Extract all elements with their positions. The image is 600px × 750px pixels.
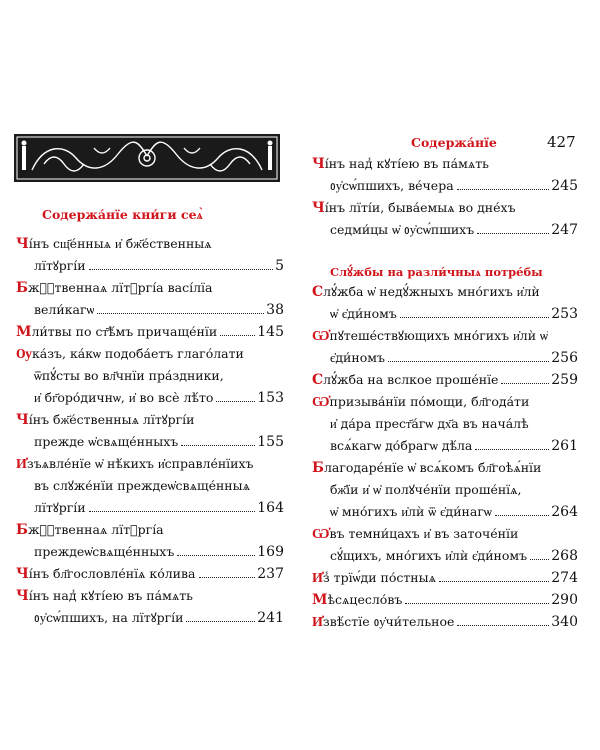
toc-entry bbox=[312, 611, 578, 633]
toc-page-number: 268 bbox=[551, 548, 578, 564]
toc-entry-text: і́нъ сщ҃е́нныѧ и҆ бж҃е́ственныѧ bbox=[28, 236, 212, 251]
toc-entry bbox=[312, 567, 578, 589]
toc-entry-text: ѡ҆ мно́гихъ и҆лѝ ѿ є҆ди́нагѡ bbox=[330, 504, 492, 519]
toc-entry-text: жⷭ҇твеннаѧ лїтꙋргі́а bbox=[27, 522, 164, 537]
rubric-initial: И҆ bbox=[312, 570, 323, 586]
toc-entry-text: въ слꙋже́нїи преждеѡ҆свѧще́нныѧ bbox=[34, 478, 250, 493]
toc-entry-text: призыва́нїи по́мощи, бл҃года́ти bbox=[329, 394, 530, 409]
toc-entry bbox=[16, 563, 284, 585]
rubric-initial: Б bbox=[16, 522, 28, 538]
dot-leader bbox=[477, 233, 549, 234]
toc-entry-text: з̾ трїѡ́ди по́стныѧ bbox=[322, 570, 436, 585]
dot-leader bbox=[177, 555, 255, 556]
dot-leader bbox=[495, 515, 549, 516]
toc-entry-text: лїтꙋргі́и bbox=[34, 500, 86, 515]
section-heading: Слꙋ́жбы на разли́чныѧ потре́бы bbox=[330, 265, 543, 279]
rubric-initial: Ѡ҆ bbox=[312, 328, 330, 344]
toc-entry-text: въ темни́цахъ и҆ въ заточе́нїи bbox=[329, 526, 519, 541]
toc-page-number: 164 bbox=[257, 500, 284, 516]
toc-entry-text: звѣ́стїе ᲂу҆чи́тельное bbox=[322, 614, 455, 629]
toc-entry-text: ѡ҆ є҆ди́номъ bbox=[330, 306, 397, 321]
dot-leader bbox=[186, 621, 255, 622]
toc-entry-text: вели́кагѡ bbox=[34, 302, 95, 317]
toc-entry-text: прежде ѡ҆свѧще́нныхъ bbox=[34, 434, 179, 449]
toc-entry-text: и҆ бг҃оро́дичнѡ, и҆ во всѐ лѣ́то bbox=[34, 390, 214, 405]
dot-leader bbox=[220, 335, 255, 336]
toc-entry-text: всѧ́кагѡ до́брагѡ дѣ́ла bbox=[330, 438, 473, 453]
toc-entry-text: і́нъ бж҃е́ственныѧ лїтꙋргі́и bbox=[28, 412, 195, 427]
toc-entry bbox=[312, 391, 578, 457]
toc-entry bbox=[312, 369, 578, 391]
toc-page-number: 340 bbox=[551, 614, 578, 630]
toc-entry bbox=[312, 457, 578, 523]
toc-entry bbox=[16, 409, 284, 453]
rubric-initial: И҆ bbox=[16, 456, 27, 472]
dot-leader bbox=[457, 625, 549, 626]
rubric-initial: Б bbox=[312, 460, 324, 476]
rubric-initial: Ч bbox=[16, 236, 29, 252]
toc-page-number: 245 bbox=[551, 178, 578, 194]
left-page bbox=[0, 0, 296, 750]
rubric-initial: С bbox=[312, 372, 324, 388]
rubric-initial: Ч bbox=[16, 588, 29, 604]
dot-leader bbox=[457, 189, 550, 190]
toc-entry-text: і́нъ бл҃гословле́нїѧ ко́лива bbox=[28, 566, 196, 581]
dot-leader bbox=[181, 445, 255, 446]
rubric-initial: С bbox=[312, 284, 324, 300]
dot-leader bbox=[405, 603, 549, 604]
dot-leader bbox=[501, 383, 549, 384]
toc-page-number: 247 bbox=[551, 222, 578, 238]
toc-page-number: 237 bbox=[257, 566, 284, 582]
table-of-contents-right-top bbox=[312, 153, 578, 241]
toc-entry bbox=[16, 277, 284, 321]
toc-entry bbox=[312, 589, 578, 611]
toc-page-number: 153 bbox=[257, 390, 284, 406]
dot-leader bbox=[216, 401, 255, 402]
toc-entry-text: ка́зъ, ка́кѡ подоба́етъ глаго́лати bbox=[31, 346, 244, 361]
toc-page-number: 253 bbox=[551, 306, 578, 322]
rubric-initial: Ч bbox=[312, 200, 325, 216]
toc-entry bbox=[312, 197, 578, 241]
toc-entry-text: пꙋтеше́ствꙋющихъ мно́гихъ и҆лѝ ѡ҆ bbox=[329, 328, 548, 343]
toc-entry bbox=[312, 523, 578, 567]
toc-entry-text: зъѧвле́нїе ѡ҆ нѣ́кихъ и҆справле́нїихъ bbox=[26, 456, 254, 471]
toc-entry bbox=[16, 453, 284, 519]
dot-leader bbox=[439, 581, 549, 582]
toc-entry-text: седми́цы ѡ҆ ᲂу҆сѡ́пшихъ bbox=[330, 222, 475, 237]
toc-page-number: 241 bbox=[257, 610, 284, 626]
toc-entry-text: ᲂу҆сѡ́пшихъ, на лїтꙋргі́и bbox=[34, 610, 184, 625]
running-title: Содержа́нїе bbox=[411, 135, 497, 150]
toc-page-number: 274 bbox=[551, 570, 578, 586]
toc-entry bbox=[16, 233, 284, 277]
toc-entry-text: жⷭ҇твеннаѧ лїтꙋргі́а васі́лїа bbox=[27, 280, 213, 295]
rubric-initial: М bbox=[312, 592, 328, 608]
toc-entry bbox=[312, 281, 578, 325]
toc-page-number: 145 bbox=[257, 324, 284, 340]
toc-page-number: 264 bbox=[551, 504, 578, 520]
toc-page-number: 259 bbox=[551, 372, 578, 388]
toc-entry-text: і́нъ над̾ кꙋті́ею въ па́мѧть bbox=[324, 156, 489, 171]
toc-entry-text: лꙋ́жба на вслкое проше́нїе bbox=[323, 372, 499, 387]
toc-entry-text: преждеѡ҆свѧще́нныхъ bbox=[34, 544, 175, 559]
table-of-contents-right-bottom bbox=[312, 281, 578, 633]
dot-leader bbox=[97, 313, 264, 314]
dot-leader bbox=[199, 577, 256, 578]
toc-page-number: 261 bbox=[551, 438, 578, 454]
rubric-initial: И҆ bbox=[312, 614, 323, 630]
dot-leader bbox=[89, 511, 256, 512]
toc-entry-text: лꙋ́жба ѡ҆ недꙋ́жныхъ мно́гихъ и҆лѝ bbox=[323, 284, 540, 299]
rubric-initial: Ч bbox=[312, 156, 325, 172]
page-number: 427 bbox=[547, 133, 576, 151]
toc-page-number: 5 bbox=[275, 258, 284, 274]
toc-entry-text: ѣсѧцесло́въ bbox=[327, 592, 403, 607]
ornamental-headpiece bbox=[14, 134, 280, 182]
rubric-initial: Ч bbox=[16, 566, 29, 582]
rubric-initial: Ѡ҆ bbox=[312, 394, 330, 410]
toc-entry-text: и҆ да́ра прест҃а́гѡ дх҃а въ нача́лѣ bbox=[330, 416, 529, 431]
toc-entry-text: сꙋ́щихъ, мно́гихъ и҆лѝ є҆ди́номъ bbox=[330, 548, 528, 563]
toc-page-number: 290 bbox=[551, 592, 578, 608]
right-page bbox=[300, 0, 600, 750]
toc-page-number: 155 bbox=[257, 434, 284, 450]
rubric-initial: Ѹ bbox=[16, 346, 32, 362]
rubric-initial: М bbox=[16, 324, 32, 340]
toc-entry-text: лагодаре́нїе ѡ҆ всѧ́комъ бл҃гоѣѧ́нїи bbox=[323, 460, 542, 475]
toc-entry bbox=[312, 153, 578, 197]
contents-title: Содержа́нїе кни́ги сеѧ̀ bbox=[42, 207, 203, 222]
toc-entry bbox=[16, 321, 284, 343]
rubric-initial: Ч bbox=[16, 412, 29, 428]
rubric-initial: Б bbox=[16, 280, 28, 296]
toc-entry-text: ли́твы по ст҃ѣ́мъ причаще́нїи bbox=[31, 324, 218, 339]
toc-entry bbox=[16, 343, 284, 409]
dot-leader bbox=[400, 317, 549, 318]
toc-entry bbox=[16, 519, 284, 563]
rubric-initial: Ѡ҆ bbox=[312, 526, 330, 542]
toc-entry bbox=[16, 585, 284, 629]
dot-leader bbox=[89, 269, 273, 270]
toc-entry-text: є҆ди́номъ bbox=[330, 350, 385, 365]
table-of-contents-left bbox=[16, 233, 284, 629]
dot-leader bbox=[530, 559, 549, 560]
toc-entry-text: і́нъ лїті́и, быва́емыѧ во дне́хъ bbox=[324, 200, 516, 215]
toc-entry-text: лїтꙋргі́и bbox=[34, 258, 86, 273]
dot-leader bbox=[388, 361, 549, 362]
toc-entry-text: і́нъ над̾ кꙋті́ею въ па́мѧть bbox=[28, 588, 193, 603]
toc-page-number: 38 bbox=[266, 302, 284, 318]
toc-entry-text: ѿпꙋ́сты во вл҃чнїи пра́здники, bbox=[34, 368, 224, 383]
toc-entry-text: бж҃їи и҆ ѡ҆ полꙋче́нїи проше́нїѧ, bbox=[330, 482, 522, 497]
toc-page-number: 169 bbox=[257, 544, 284, 560]
toc-entry-text: ᲂу҆сѡ́пшихъ, ве́чера bbox=[330, 178, 454, 193]
dot-leader bbox=[475, 449, 549, 450]
toc-entry bbox=[312, 325, 578, 369]
toc-page-number: 256 bbox=[551, 350, 578, 366]
